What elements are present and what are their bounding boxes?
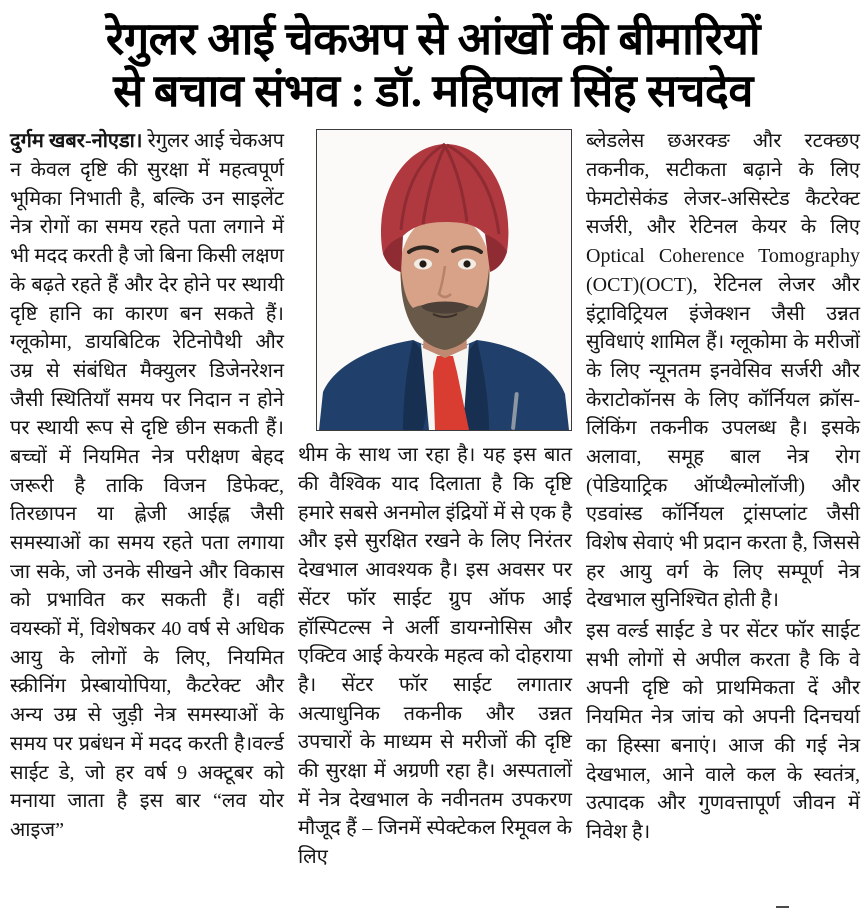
column-3 [586, 127, 860, 846]
doctor-portrait-photo [316, 129, 572, 431]
clipping-stray-mark [776, 906, 789, 908]
headline-line-2: से बचाव संभव : डॉ. महिपाल सिंह सचदेव [113, 66, 753, 117]
column-2-paragraph: थीम के साथ जा रहा है। यह इस बात की वैश्विक याद दिलाता है कि दृष्टि हमारे सबसे अनमोल इंद्रियों में से एक है और इसे सुरक्षित रखने के लिए निरंतर देखभाल आवश्यक है। इस अवसर पर सेंटर फॉर साईट ग्रुप ऑफ आई हॉस्पिटल्स ने अर्ली डायग्नोसिस और एक्टिव आई केयरके महत्व को दोहराया है। सेंटर फॉर साईट लगातार अत्याधुनिक तकनीक और उन्नत उपचारों के माध्यम से मरीजों की दृष्टि की सुरक्षा में अग्रणी रहा है। अस्पतालों में नेत्र देखभाल के नवीनतम उपकरण मौजूद हैं – जिनमें स्पेक्टेकल रिमूवल के लिए [298, 444, 572, 868]
column-1-paragraph [10, 127, 284, 844]
article-body [0, 121, 866, 871]
column-1-text: रेगुलर आई चेकअप न केवल दृष्टि की सुरक्षा में महत्वपूर्ण भूमिका निभाती है, बल्कि उन साइलेंट नेत्र रोगों का समय रहते पता लगाने में भी मदद करती है जो बिना किसी लक्षण के बढ़ते रहते हैं और देर होने पर स्थायी दृष्टि हानि का कारण बन सकते हैं। ग्लूकोमा, डायबिटिक रेटिनोपैथी और उम्र से संबंधित मैक्युलर डिजेनरेशन जैसी स्थितियाँ समय पर निदान न होने पर स्थायी रूप से दृष्टि छीन सकती हैं।बच्चों में नियमित नेत्र परीक्षण बेहद जरूरी है ताकि विजन डिफेक्ट, तिरछापन या ह्लेजी आईह्ल जैसी समस्याओं का समय रहते पता लगाया जा सके, जो उनके सीखने और विकास को प्रभावित कर सकती हैं। वहीं वयस्कों में, विशेषकर 40 वर्ष से अधिक आयु के लोगों के लिए, नियमित स्क्रीनिंग प्रेस्बायोपिया, कैटरेक्ट और अन्य उम्र से जुड़ी नेत्र समस्याओं के समय पर प्रबंधन में मदद करती है।वर्ल्ड साईट डे, जो हर वर्ष 9 अक्टूबर को मनाया जाता है इस बार “लव योर आइज” [10, 130, 285, 841]
pupil-right [463, 261, 470, 268]
headline-line-1: रेगुलर आई चेकअप से आंखों की बीमारियों [105, 14, 761, 64]
column-1 [10, 127, 284, 844]
pupil-left [419, 261, 426, 268]
column-3-paragraph-2: इस वर्ल्ड साईट डे पर सेंटर फॉर साईट सभी लोगों से अपील करता है कि वे अपनी दृष्टि को प्राथमिकता दें और नियमित नेत्र जांच को अपनी दिनचर्या का हिस्सा बनाएं। आज की गई नेत्र देखभाल, आने वाले कल के स्वतंत्र, उत्पादक और गुणवत्तापूर्ण जीवन में निवेश है। [586, 620, 860, 843]
dateline: दुर्गम खबर-नोएडा। [10, 130, 143, 153]
column-3-paragraph-1: ब्लेडलेस छअरक्ङ और रटक्छए तकनीक, सटीकता बढ़ाने के लिए फेमटोसेकंड लेजर-असिस्टेड कैटरेक्ट सर्जरी, और रेटिनल केयर के लिए Optical Coherence Tomography (OCT)(OCT), रेटिनल लेजर और इंट्राविट्रियल इंजेक्शन जैसी उन्नत सुविधाएं शामिल हैं। ग्लूकोमा के मरीजों के लिए न्यूनतम इनवेसिव सर्जरी और केराटोकॉनस के लिए कॉर्नियल क्रॉस-लिंकिंग तकनीक उपलब्ध है। इसके अलावा, समूह बाल नेत्र रोग (पेडियाट्रिक ऑप्थैल्मोलॉजी) और एडवांस्ड कॉर्नियल ट्रांसप्लांट जैसी विशेष सेवाएं भी प्रदान करता है, जिससे हर आयु वर्ग के लिए सम्पूर्ण नेत्र देखभाल सुनिश्चित होती है। [586, 130, 860, 612]
doctor-portrait-illustration [317, 130, 571, 430]
column-2 [298, 127, 572, 871]
headline [0, 0, 866, 121]
